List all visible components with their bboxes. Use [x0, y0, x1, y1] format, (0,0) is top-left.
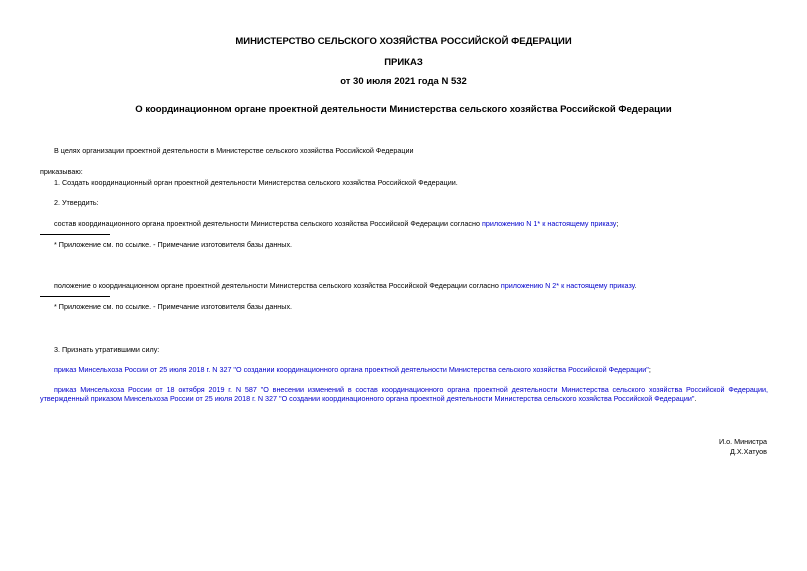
paragraph-2a: [54, 219, 618, 228]
intro-paragraph: В целях организации проектной деятельности в Министерстве сельского хозяйства Российской Федерации: [54, 146, 414, 155]
paragraph-2b: [54, 281, 637, 290]
appendix-1-link[interactable]: приложению N 1* к настоящему приказу: [481, 219, 617, 228]
paragraph-2: 2. Утвердить:: [54, 198, 99, 207]
signature-position: И.о. Министра: [718, 437, 767, 446]
paragraph-3b-end: .: [694, 394, 697, 403]
appendix-2-link[interactable]: приложению N 2* к настоящему приказу: [500, 281, 635, 290]
paragraph-3a-end: ;: [648, 365, 651, 374]
footnote-2: * Приложение см. по ссылке. - Примечание изготовителя базы данных.: [54, 302, 293, 311]
paragraph-3a: [54, 365, 651, 374]
paragraph-3b: [40, 385, 768, 403]
doc-title: О координационном органе проектной деятельности Министерства сельского хозяйства Российской Федерации: [135, 104, 672, 115]
footnote-rule-2: [40, 296, 110, 297]
order-587-link[interactable]: приказ Минсельхоза России от 18 октября 2019 г. N 587 "О внесении изменений в состав координационного органа проектной деятельности Министерства сельского хозяйства Российской Федерации, утвержденный приказом Минсельхоза России от 25 июля 2018 г. N 327 "О создании координационного органа проектной деятельности Министерства сельского хозяйства Российской Федерации": [40, 385, 768, 403]
paragraph-2a-text: состав координационного органа проектной деятельности Министерства сельского хозяйства Российской Федерации согласно: [54, 219, 482, 228]
paragraph-1: 1. Создать координационный орган проектной деятельности Министерства сельского хозяйства Российской Федерации.: [54, 178, 458, 187]
ministry-header: МИНИСТЕРСТВО СЕЛЬСКОГО ХОЗЯЙСТВА РОССИЙСКОЙ ФЕДЕРАЦИИ: [235, 36, 572, 47]
signature-name: Д.Х.Хатуов: [730, 447, 767, 456]
paragraph-3: 3. Признать утратившими силу:: [54, 345, 160, 354]
order-word: приказываю:: [40, 167, 83, 176]
paragraph-2b-end: .: [634, 281, 637, 290]
paragraph-2b-text: положение о координационном органе проектной деятельности Министерства сельского хозяйства Российской Федерации согласно: [54, 281, 501, 290]
doc-date-number: от 30 июля 2021 года N 532: [340, 76, 467, 87]
footnote-1: * Приложение см. по ссылке. - Примечание изготовителя базы данных.: [54, 240, 293, 249]
footnote-rule-1: [40, 234, 110, 235]
order-327-link[interactable]: приказ Минсельхоза России от 25 июля 2018 г. N 327 "О создании координационного органа проектной деятельности Министерства сельского хозяйства Российской Федерации": [54, 365, 649, 374]
doc-type: ПРИКАЗ: [384, 57, 423, 68]
paragraph-2a-end: ;: [616, 219, 619, 228]
